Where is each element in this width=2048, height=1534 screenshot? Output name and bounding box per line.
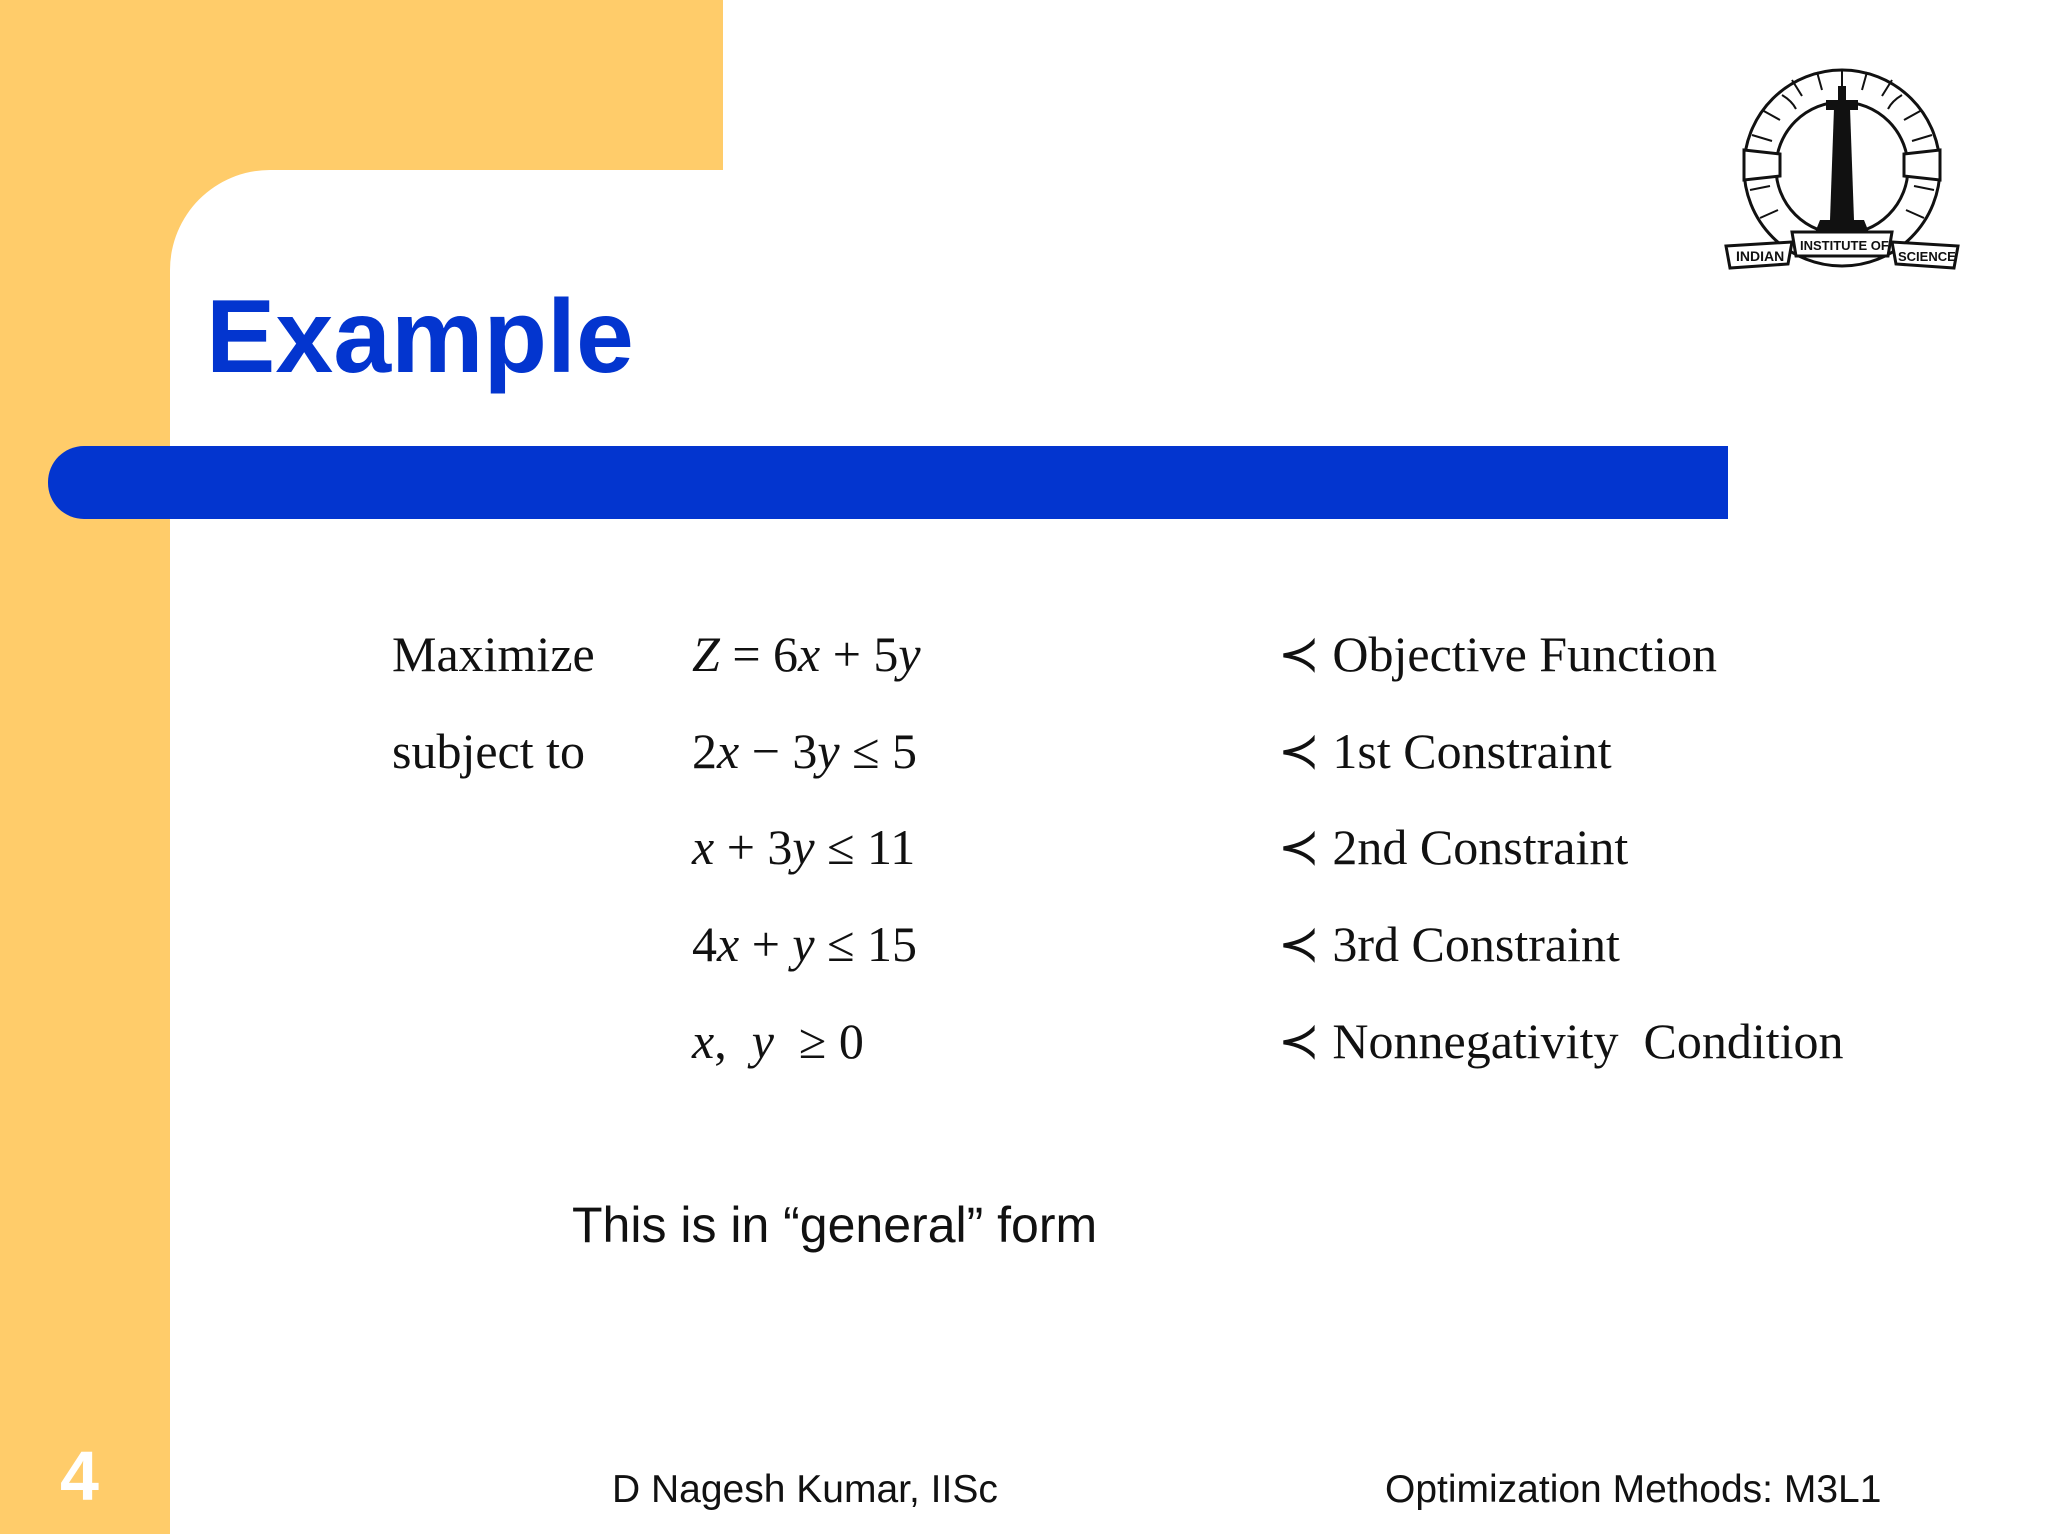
constraint-2-eq: x + 3y ≤ 11 xyxy=(692,819,916,875)
note-constraint-2 xyxy=(1278,818,1628,876)
nonnegativity-eq: x, y ≥ 0 xyxy=(692,1013,864,1069)
note-constraint-2-text: 2nd Constraint xyxy=(1332,819,1629,875)
prec-symbol: ≺ xyxy=(1278,723,1320,779)
iisc-seal-icon xyxy=(1722,50,1972,300)
footer-course: Optimization Methods: M3L1 xyxy=(1385,1468,1882,1511)
row-label-maximize: Maximize xyxy=(392,626,595,682)
svg-text:INDIAN: INDIAN xyxy=(1736,248,1785,264)
prec-symbol: ≺ xyxy=(1278,626,1320,682)
general-form-statement: This is in “general” form xyxy=(572,1197,1098,1253)
prec-symbol: ≺ xyxy=(1278,819,1320,875)
footer-author: D Nagesh Kumar, IISc xyxy=(612,1468,998,1511)
note-objective xyxy=(1278,625,1717,683)
prec-symbol: ≺ xyxy=(1278,916,1320,972)
page-number: 4 xyxy=(60,1437,99,1515)
objective-function-eq: Z = 6x + 5y xyxy=(692,626,921,682)
title-underline-bar xyxy=(48,446,1728,519)
constraint-1-eq: 2x − 3y ≤ 5 xyxy=(692,723,918,779)
note-constraint-1 xyxy=(1278,722,1612,780)
slide-title: Example xyxy=(206,279,634,395)
left-accent-band xyxy=(0,0,170,1534)
note-constraint-3-text: 3rd Constraint xyxy=(1332,916,1620,972)
row-label-subject-to: subject to xyxy=(392,723,586,779)
note-nonnegativity-text: Nonnegativity Condition xyxy=(1332,1013,1844,1069)
note-constraint-3 xyxy=(1278,915,1620,973)
svg-text:INSTITUTE OF: INSTITUTE OF xyxy=(1800,238,1889,253)
constraint-3-eq: 4x + y ≤ 15 xyxy=(692,916,918,972)
svg-text:SCIENCE: SCIENCE xyxy=(1898,249,1956,264)
top-accent-band xyxy=(0,0,723,170)
prec-symbol: ≺ xyxy=(1278,1013,1320,1069)
note-objective-text: Objective Function xyxy=(1332,626,1718,682)
note-constraint-1-text: 1st Constraint xyxy=(1332,723,1612,779)
note-nonnegativity xyxy=(1278,1012,1844,1070)
